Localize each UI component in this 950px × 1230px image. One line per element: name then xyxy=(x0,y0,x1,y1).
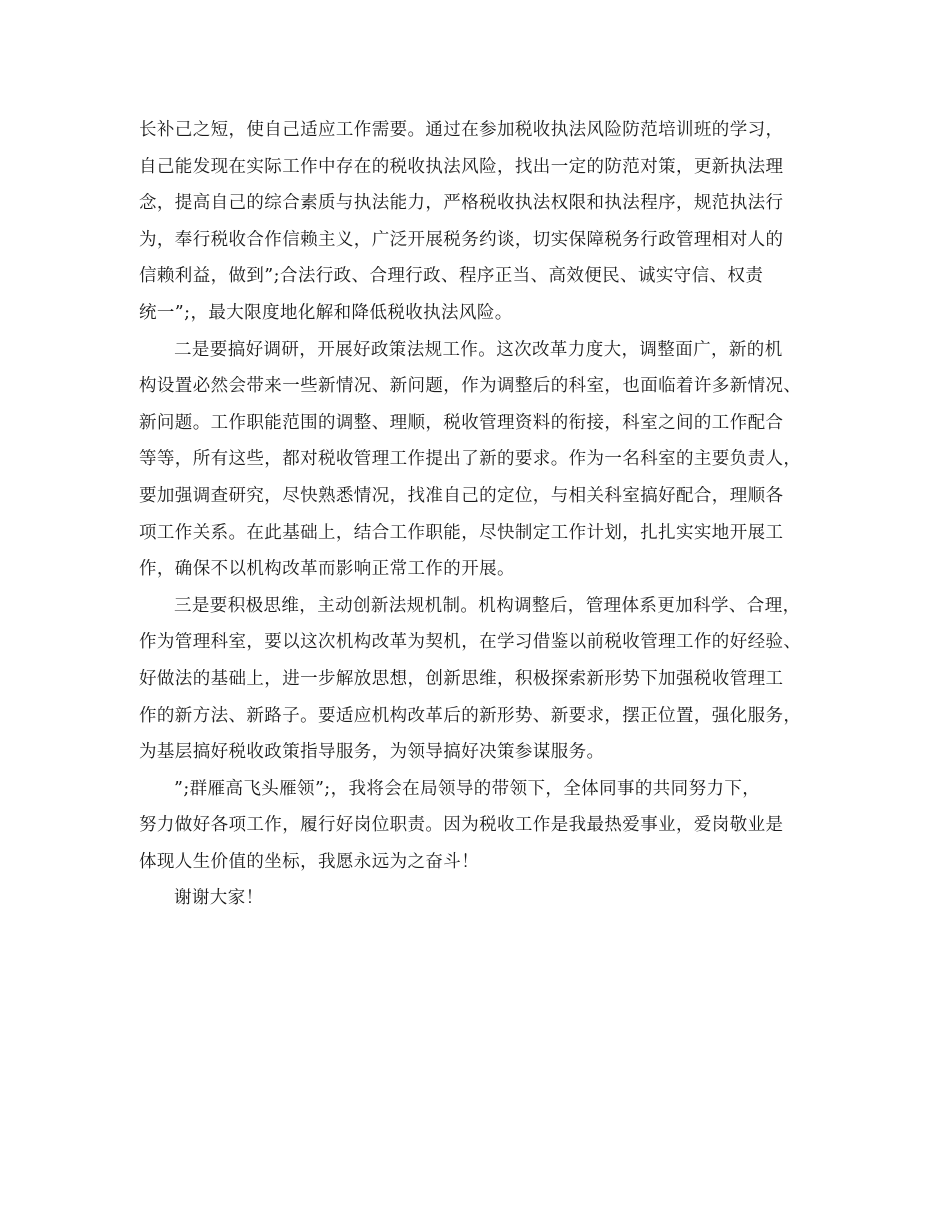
text-line: 统一”;，最大限度地化解和降低税收执法风险。 xyxy=(139,302,513,323)
text-line: 要加强调查研究，尽快熟悉情况，找准自己的定位，与相关科室搞好配合，理顺各 xyxy=(139,485,784,506)
text-line: 自己能发现在实际工作中存在的税收执法风险，找出一定的防范对策，更新执法理 xyxy=(139,156,784,177)
paragraph-3 xyxy=(139,588,829,771)
paragraph-2 xyxy=(139,332,829,588)
text-line: 努力做好各项工作，履行好岗位职责。因为税收工作是我最热爱事业，爱岗敬业是 xyxy=(139,815,784,836)
text-line: 作，确保不以机构改革而影响正常工作的开展。 xyxy=(139,559,515,580)
paragraph-4 xyxy=(139,771,829,881)
paragraph-5 xyxy=(139,880,829,917)
text-line: 构设置必然会带来一些新情况、新问题，作为调整后的科室，也面临着许多新情况、 xyxy=(139,376,802,397)
text-line: 为基层搞好税收政策指导服务，为领导搞好决策参谋服务。 xyxy=(139,742,605,763)
text-line: 新问题。工作职能范围的调整、理顺，税收管理资料的衔接，科室之间的工作配合 xyxy=(139,412,784,433)
text-line: 体现人生价值的坐标，我愿永远为之奋斗！ xyxy=(139,851,480,872)
text-line: 项工作关系。在此基础上，结合工作职能，尽快制定工作计划，扎扎实实地开展工 xyxy=(139,522,784,543)
text-line: 长补己之短，使自己适应工作需要。通过在参加税收执法风险防范培训班的学习， xyxy=(139,120,784,140)
closing-line: 谢谢大家！ xyxy=(174,888,264,909)
text-line: ”;群雁高飞头雁领”;，我将会在局领导的带领下，全体同事的共同努力下， xyxy=(174,778,761,799)
document-page xyxy=(139,112,829,917)
text-line: 作的新方法、新路子。要适应机构改革后的新形势、新要求，摆正位置，强化服务， xyxy=(139,705,802,726)
text-line: 为，奉行税收合作信赖主义，广泛开展税务约谈，切实保障税务行政管理相对人的 xyxy=(139,229,784,250)
text-line: 好做法的基础上，进一步解放思想，创新思维，积极探索新形势下加强税收管理工 xyxy=(139,668,784,689)
paragraph-1 xyxy=(139,112,829,332)
text-line: 信赖利益，做到”;合法行政、合理行政、程序正当、高效便民、诚实守信、权责 xyxy=(139,266,764,287)
text-line: 念，提高自己的综合素质与执法能力，严格税收执法权限和执法程序，规范执法行 xyxy=(139,193,784,214)
text-line: 二是要搞好调研，开展好政策法规工作。这次改革力度大，调整面广，新的机 xyxy=(174,339,783,360)
text-line: 等等，所有这些，都对税收管理工作提出了新的要求。作为一名科室的主要负责人， xyxy=(139,449,802,470)
text-line: 作为管理科室，要以这次机构改革为契机，在学习借鉴以前税收管理工作的好经验、 xyxy=(139,632,802,653)
text-line: 三是要积极思维，主动创新法规机制。机构调整后，管理体系更加科学、合理， xyxy=(174,595,801,616)
